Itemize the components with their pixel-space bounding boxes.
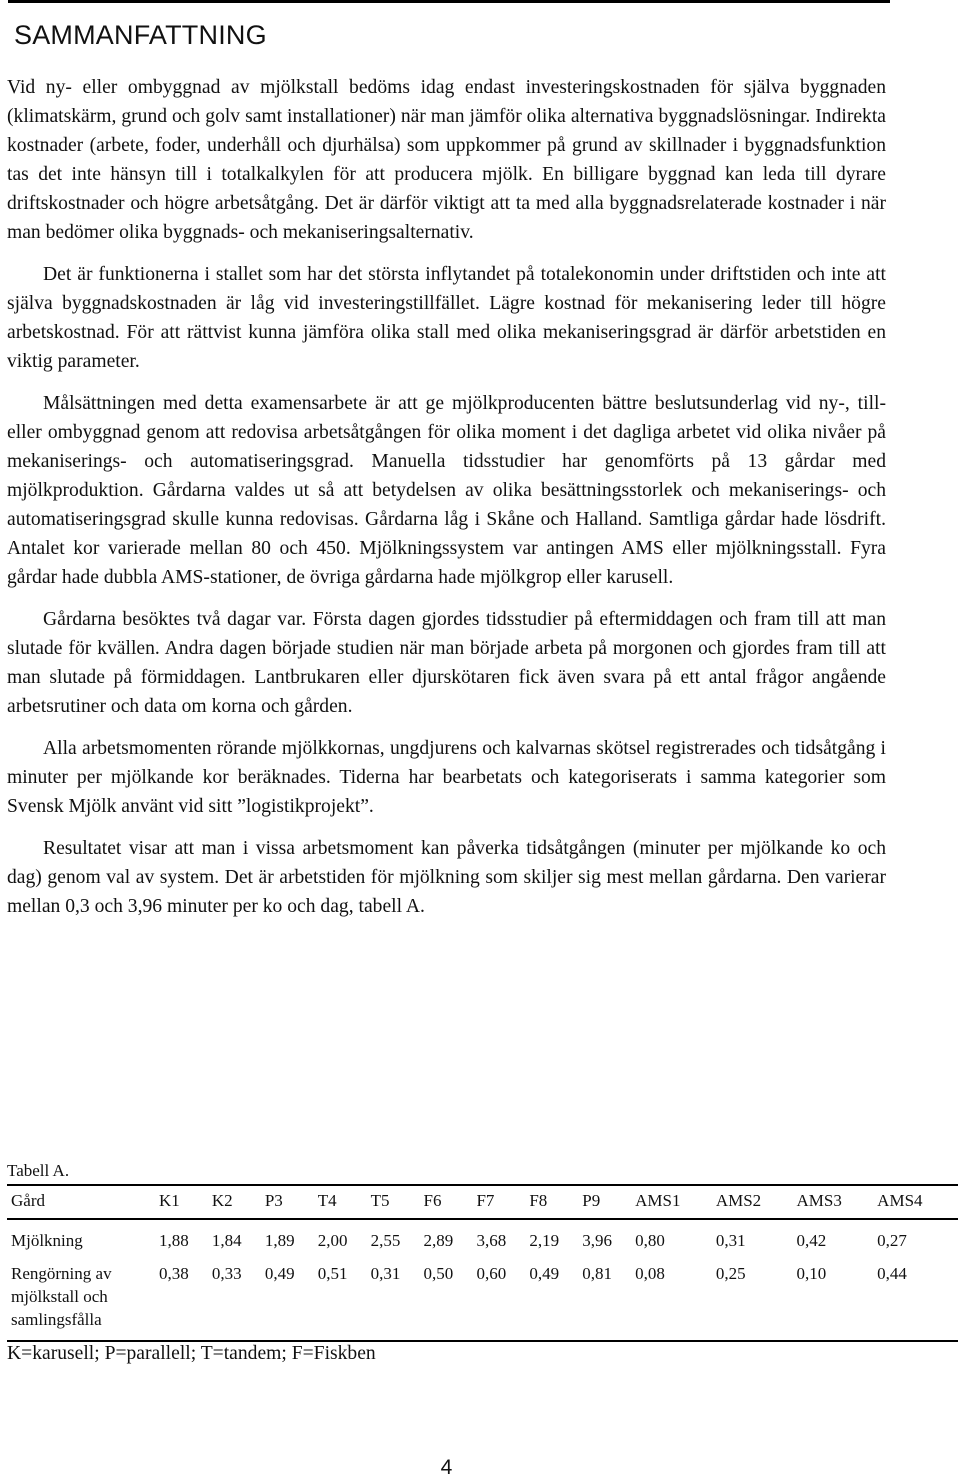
table-cell: 2,00	[317, 1231, 348, 1250]
table-cell: 0,31	[371, 1252, 424, 1341]
table-cell: 0,25	[716, 1252, 797, 1341]
table-cell: 1,84	[211, 1231, 242, 1250]
header-cell: P9	[582, 1185, 635, 1219]
page-number: 4	[440, 1456, 453, 1479]
table-cell: 0,31	[715, 1231, 746, 1250]
row-label: Mjölkning	[11, 1231, 83, 1250]
table-cell: 0,60	[476, 1252, 529, 1341]
paragraph-2: Det är funktionerna i stallet som har det största inflytandet på totalekonomin under driftstiden och inte att själva byggnadskostnaden är låg vid investeringstillfället. Lägre kostnad för mekanisering leder till högre arbetskostnad. För att rättvist kunna jämföra olika stall med olika mekaniseringsgrad är därför arbetstiden en viktig parameter.	[7, 264, 886, 372]
table-cell: 2,19	[529, 1231, 560, 1250]
table-caption: Tabell A.	[7, 1161, 70, 1180]
paragraph-1: Vid ny- eller ombyggnad av mjölkstall bedöms idag endast investeringskostnaden för själva byggnaden (klimatskärm, grund och golv samt installationer) när man jämför olika alternativa byggnadslösningar. Indirekta kostnader (arbete, foder, underhåll och djurhälsa) som uppkommer på grund av skillnader i byggnadsfunktion tas det inte hänsyn till i totalkalkylen för att producera mjölk. En billigare byggnad kan leda till dyrare driftskostnader och högre arbetsåtgång. Det är därför viktigt att ta med alla byggnadsrelaterade kostnader i när man bedömer olika byggnads- och mekaniseringsalternativ.	[7, 77, 886, 243]
table-cell: 0,10	[797, 1252, 878, 1341]
table-cell: 0,50	[424, 1252, 477, 1341]
table-cell: 1,89	[264, 1231, 295, 1250]
summary-body	[7, 73, 886, 921]
header-cell: K1	[159, 1185, 212, 1219]
header-cell: AMS3	[797, 1185, 878, 1219]
table-cell: 0,44	[877, 1252, 958, 1341]
paragraph-4: Gårdarna besöktes två dagar var. Första dagen gjordes tidsstudier på eftermiddagen och fram till att man slutade för kvällen. Andra dagen började studien när man började arbeta på morgonen och gjordes fram till att man slutade på förmiddagen. Lantbrukaren eller djurskötaren fick även svara på ett antal frågor angående arbetsrutiner och data om korna och gården.	[7, 609, 886, 717]
table-cell: 0,49	[529, 1252, 582, 1341]
header-cell: P3	[265, 1185, 318, 1219]
row-label: Rengörning av mjölkstall och samlingsfålla	[7, 1252, 159, 1341]
table-cell: 2,89	[423, 1231, 454, 1250]
paragraph-5: Alla arbetsmomenten rörande mjölkkornas, ungdjurens och kalvarnas skötsel registrerades och tidsåtgång i minuter per mjölkande kor beräknades. Tiderna har bearbetats och kategoriserats i samma kategorier som Svensk Mjölk använt vid sitt ”logistikprojekt”.	[7, 738, 886, 817]
section-heading: SAMMANFATTNING	[14, 20, 267, 50]
header-cell: T5	[371, 1185, 424, 1219]
table-header-row	[7, 1185, 958, 1219]
header-cell: F7	[476, 1185, 529, 1219]
paragraph-6: Resultatet visar att man i vissa arbetsmoment kan påverka tidsåtgången (minuter per mjölkande ko och dag) genom val av system. Det är arbetstiden för mjölkning som skiljer sig mest mellan gårdarna. Den varierar mellan 0,3 och 3,96 minuter per ko och dag, tabell A.	[7, 838, 886, 917]
header-cell: Gård	[7, 1185, 159, 1219]
top-rule	[8, 0, 890, 3]
table-cell: 0,49	[265, 1252, 318, 1341]
header-cell: AMS2	[716, 1185, 797, 1219]
table-legend: K=karusell; P=parallell; T=tandem; F=Fiskben	[7, 1343, 376, 1364]
header-cell: AMS1	[635, 1185, 716, 1219]
table-cell: 0,33	[212, 1252, 265, 1341]
header-cell: K2	[212, 1185, 265, 1219]
header-cell: T4	[318, 1185, 371, 1219]
table-row-mjolkning	[7, 1219, 958, 1252]
table-row-rengoring	[7, 1252, 958, 1341]
table-cell: 0,51	[318, 1252, 371, 1341]
header-cell: F8	[529, 1185, 582, 1219]
table-cell: 1,88	[159, 1231, 189, 1250]
table-cell: 0,81	[582, 1252, 635, 1341]
table-cell: 0,27	[877, 1231, 907, 1250]
table-cell: 0,08	[635, 1252, 716, 1341]
table-cell: 3,68	[476, 1231, 507, 1250]
header-cell: F6	[424, 1185, 477, 1219]
table-cell: 0,38	[159, 1252, 212, 1341]
table-cell: 0,42	[796, 1231, 827, 1250]
header-cell: AMS4	[877, 1185, 958, 1219]
paragraph-3: Målsättningen med detta examensarbete är att ge mjölkproducenten bättre beslutsunderlag vid ny-, till- eller ombyggnad genom att redovisa arbetsåtgången för olika moment i det dagliga arbetet vid olika nivåer på mekaniserings- och automatiseringsgrad. Manuella tidsstudier har genomförts på 13 gårdar med mjölkproduktion. Gårdarna valdes ut så att betydelsen av olika besättningsstorlek och mekaniserings- och automatiseringsgrad skulle kunna redovisas. Gårdarna låg i Skåne och Halland. Samtliga gårdar hade lösdrift. Antalet kor varierade mellan 80 och 450. Mjölkningssystem var antingen AMS eller mjölkningsstall. Fyra gårdar hade dubbla AMS-stationer, de övriga gårdarna hade mjölkgrop eller karusell.	[7, 393, 886, 588]
table-cell: 0,80	[635, 1231, 665, 1250]
table-cell: 2,55	[370, 1231, 401, 1250]
milking-time-table	[7, 1184, 958, 1342]
table-cell: 3,96	[582, 1231, 612, 1250]
